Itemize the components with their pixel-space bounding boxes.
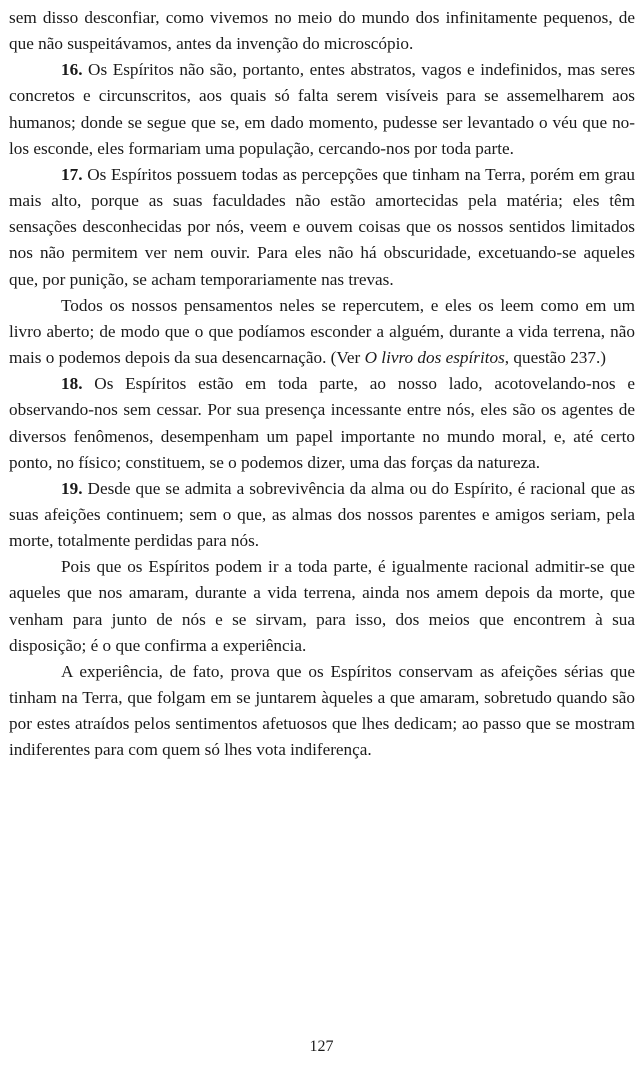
book-title-reference: O livro dos espíritos — [364, 348, 505, 368]
paragraph-17 — [9, 162, 635, 293]
paragraph-number: 16. — [61, 60, 83, 80]
paragraph-text: A experiência, de fato, prova que os Espíritos conservam as afeições sérias que tinham na Terra, que folgam em se juntarem àqueles a que amaram, sobretudo quando são por estes atraídos pelos sentimentos afetuosos que lhes dedicam; ao passo que se mostram indiferentes para com quem só lhes vota indiferença. — [9, 661, 635, 760]
page-body — [9, 5, 635, 764]
paragraph-text: Todos os nossos pensamentos neles se repercutem, e eles os leem como em um livro aberto; de modo que o que podíamos esconder a alguém, durante a vida terrena, não mais o podemos depois da sua desencarnação. (Ver — [9, 295, 635, 368]
paragraph-text: Os Espíritos não são, portanto, entes abstratos, vagos e indefinidos, mas seres concretos e circunscritos, aos quais só falta serem visíveis para se assemelharem aos humanos; donde se segue que se, em dado momento, pudesse ser levantado o véu que no-los esconde, eles formariam uma população, cercando-nos por toda parte. — [9, 60, 636, 158]
paragraph-continuation — [9, 5, 635, 57]
paragraph-text: Pois que os Espíritos podem ir a toda parte, é igualmente racional admitir-se que aqueles que nos amaram, durante a vida terrena, ainda nos amem depois da morte, que venham para junto de nós e se sirvam, para isso, dos meios que encontrem à sua disposição; é o que confirma a experiência. — [9, 557, 635, 655]
paragraph-text: Os Espíritos possuem todas as percepções que tinham na Terra, porém em grau mais alto, porque as suas faculdades não estão amortecidas pela matéria; eles têm sensações desconhecidas por nós, veem e ouvem coisas que os nossos sentidos limitados nos não permitem ver nem ouvir. Para eles não há obscuridade, excetuando-se aqueles que, por punição, se acham temporariamente nas trevas. — [9, 164, 636, 289]
paragraph-16 — [9, 57, 635, 162]
paragraph-17-thoughts — [9, 293, 635, 371]
paragraph-19-continuation — [9, 554, 635, 659]
page-number: 127 — [309, 1038, 334, 1055]
paragraph-text: Desde que se admita a sobrevivência da alma ou do Espírito, é racional que as suas afeições continuem; sem o que, as almas dos nossos parentes e amigos seriam, pela morte, totalmente perdidas para nós. — [9, 478, 636, 551]
paragraph-number: 17. — [61, 164, 83, 184]
paragraph-18 — [9, 371, 635, 476]
reference-tail: , questão 237.) — [504, 348, 606, 368]
paragraph-number: 18. — [61, 374, 83, 394]
paragraph-text: sem disso desconfiar, como vivemos no meio do mundo dos infinitamente pequenos, de que não suspeitávamos, antes da invenção do microscópio. — [9, 8, 635, 54]
paragraph-19 — [9, 476, 635, 554]
paragraph-experience — [9, 659, 635, 764]
paragraph-number: 19. — [61, 478, 83, 498]
paragraph-text: Os Espíritos estão em toda parte, ao nosso lado, acotovelando-nos e observando-nos sem cessar. Por sua presença incessante entre nós, eles são os agentes de diversos fenômenos, desempenham um papel importante no mundo moral, e, até certo ponto, no físico; constituem, se o podemos dizer, uma das forças da natureza. — [9, 374, 636, 472]
